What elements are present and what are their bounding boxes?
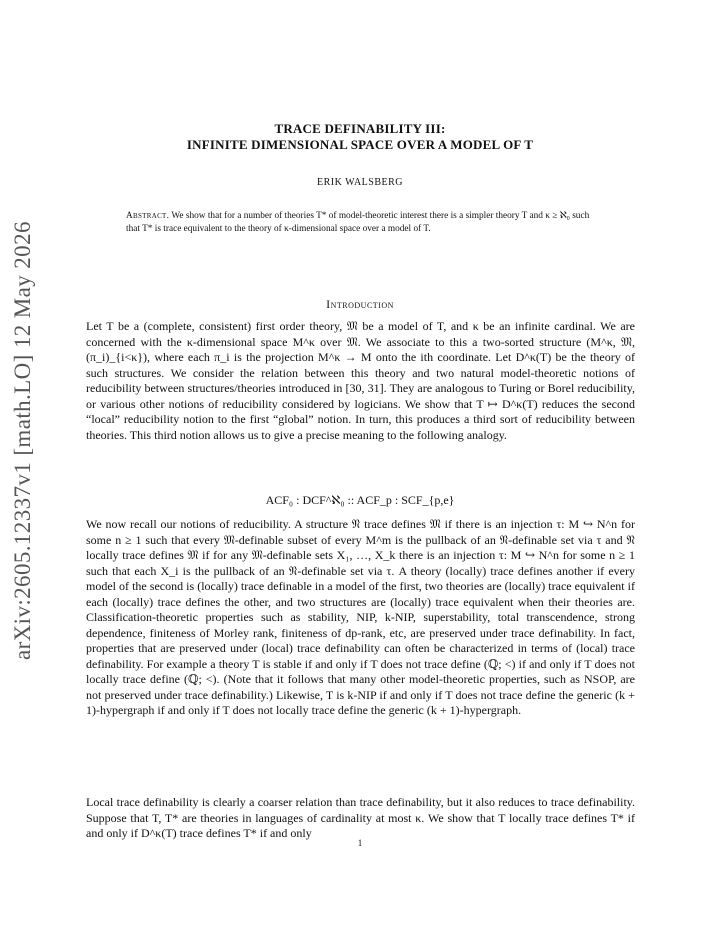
paper-title-line-1: TRACE DEFINABILITY III:	[274, 121, 446, 136]
paragraph-1: Let T be a (complete, consistent) first order theory, 𝔐 be a model of T, and κ be an infinite cardinal. We are concerned with the κ-dimensional space M^κ over 𝔐. We associate to this a two-sorted structure (M^κ, 𝔐, (π_i)_{i<κ}), where each π_i is the projection M^κ → M onto the ith coordinate. Let D^κ(T) be the theory of such structures. We consider the relation between this theory and two natural model-theoretic notions of reducibility between structures/theories introduced in [30, 31]. They are analogous to Turing or Borel reducibility, or various other notions of reducibility considered by logicians. We show that T ↦ D^κ(T) reduces the second “local” reducibility notion to the first “global” notion. In turn, this produces a third sort of reducibility between theories. This third notion allows us to give a precise meaning to the following analogy.	[86, 319, 635, 442]
abstract-label: Abstract.	[126, 211, 170, 221]
paper-title-line-2: INFINITE DIMENSIONAL SPACE OVER A MODEL OF T	[186, 137, 534, 152]
page-number: 1	[357, 838, 363, 848]
abstract-text: We show that for a number of theories T* of model-theoretic interest there is a simpler theory T and κ ≥ ℵ₀ such that T* is trace equivalent to the theory of κ-dimensional space over a model of T.	[126, 211, 590, 234]
paragraph-2: We now recall our notions of reducibility. A structure 𝔑 trace defines 𝔐 if there is an injection τ: M ↪ N^n for some n ≥ 1 such that every 𝔐-definable subset of every M^m is the pullback of an 𝔑-definable set via τ and 𝔑 locally trace defines 𝔐 if for any 𝔐-definable sets X₁, …, X_k there is an injection τ: M ↪ N^n for some n ≥ 1 such that each X_i is the pullback of an 𝔑-definable set via τ. A theory (locally) trace defines another if every model of the second is (locally) trace definable in a model of the first, two theories are (locally) trace equivalent if each (locally) trace defines the other, and two structures are (locally) trace equivalent when their theories are. Classification-theoretic properties such as stability, NIP, k-NIP, superstability, total transcendence, strong dependence, finiteness of Morley rank, finiteness of dp-rank, etc, are preserved under trace definability. In fact, properties that are preserved under (local) trace definability can often be characterized in terms of (local) trace definability. For example a theory T is stable if and only if T does not trace define (ℚ; <) if and only if T does not locally trace define (ℚ; <). (Note that it follows that many other model-theoretic properties, such as NSOP, are not preserved under trace definability.) Likewise, T is k-NIP if and only if T does not trace define the generic (k + 1)-hypergraph if and only if T does not locally trace define the generic (k + 1)-hypergraph.	[86, 517, 635, 717]
author-name: ERIK WALSBERG	[316, 177, 404, 188]
abstract	[126, 210, 596, 235]
paragraph-3: Local trace definability is clearly a coarser relation than trace definability, but it also reduces to trace definability. Suppose that T, T* are theories in languages of cardinality at most κ. We show that T locally trace defines T* if and only if D^κ(T) trace defines T* if and only	[86, 795, 635, 840]
arxiv-identifier: arXiv:2605.12337v1 [math.LO] 12 May 2026	[10, 221, 35, 660]
analogy-display: ACF₀ : DCF^ℵ₀ :: ACF_p : SCF_{p,e}	[265, 493, 455, 507]
section-heading: Introduction	[326, 297, 394, 311]
